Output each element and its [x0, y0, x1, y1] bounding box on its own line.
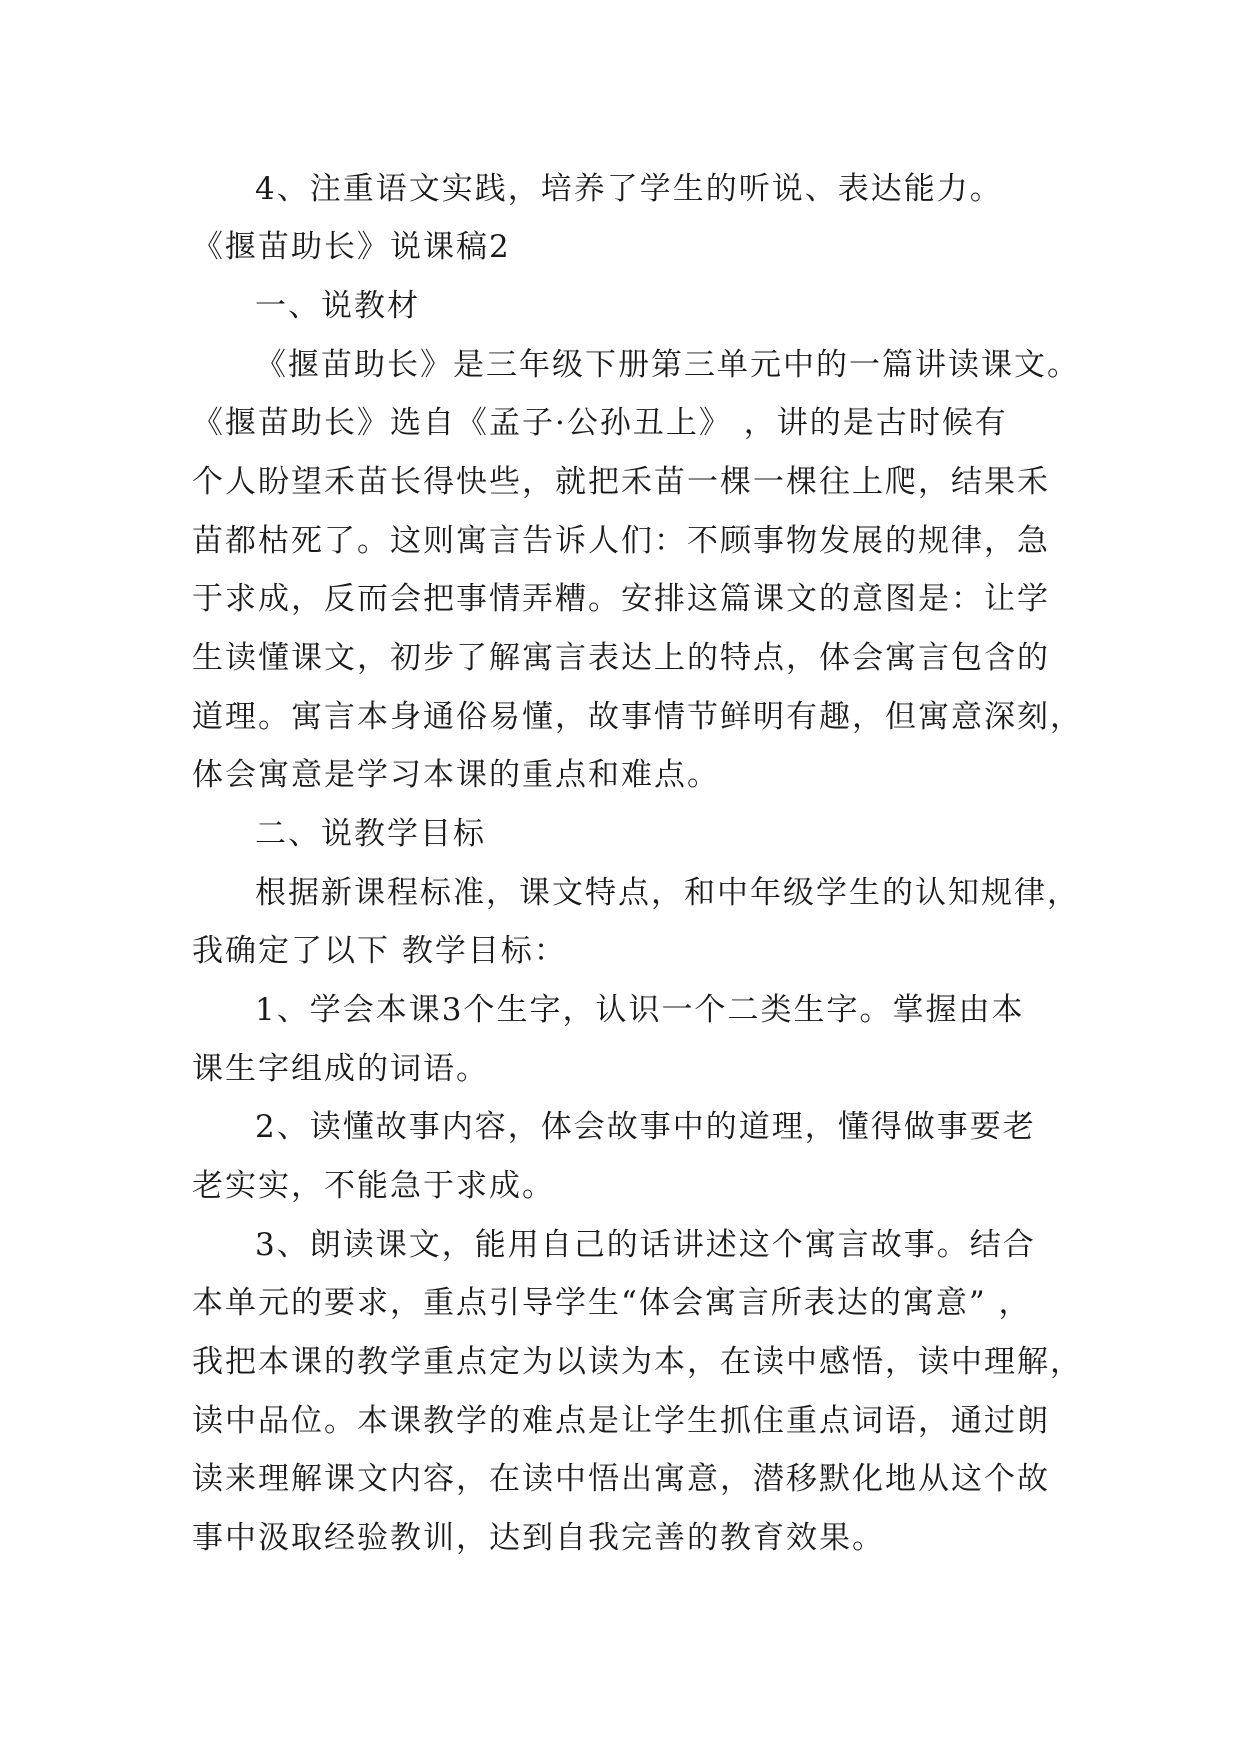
heading-1: 一、说教材: [255, 288, 420, 324]
paragraph-line: 事中汲取经验教训，达到自我完善的教育效果。: [192, 1520, 885, 1556]
paragraph-line: 生读懂课文，初步了解寓言表达上的特点，体会寓言包含的: [192, 640, 1050, 676]
paragraph-line: 读来理解课文内容，在读中悟出寓意，潜移默化地从这个故: [192, 1461, 1050, 1497]
heading-2: 二、说教学目标: [255, 816, 486, 852]
paragraph-line: 课生字组成的词语。: [192, 1051, 489, 1087]
paragraph-line: 本单元的要求，重点引导学生“体会寓言所表达的寓意” ，: [192, 1285, 1032, 1321]
list-item-1: 1、学会本课3个生字，认识一个二类生字。掌握由本: [255, 992, 1025, 1028]
paragraph-line: 体会寓意是学习本课的重点和难点。: [192, 757, 720, 793]
paragraph-line: 苗都枯死了。这则寓言告诉人们：不顾事物发展的规律，急: [192, 523, 1050, 559]
list-item-3: 3、朗读课文，能用自己的话讲述这个寓言故事。结合: [255, 1227, 1036, 1263]
list-item-4: 4、注重语文实践，培养了学生的听说、表达能力。: [255, 171, 1003, 207]
paragraph-line: 读中品位。本课教学的难点是让学生抓住重点词语，通过朗: [192, 1403, 1050, 1439]
paragraph-line: 老实实，不能急于求成。: [192, 1168, 555, 1204]
list-item-2: 2、读懂故事内容，体会故事中的道理，懂得做事要老: [255, 1109, 1036, 1145]
paragraph-line: 我把本课的教学重点定为以读为本，在读中感悟，读中理解，: [192, 1344, 1083, 1380]
section-title: 《揠苗助长》说课稿2: [192, 229, 511, 265]
paragraph-line: 道理。寓言本身通俗易懂，故事情节鲜明有趣，但寓意深刻，: [192, 699, 1083, 735]
paragraph-line: 于求成，反而会把事情弄糟。安排这篇课文的意图是：让学: [192, 581, 1050, 617]
paragraph-line: 根据新课程标准，课文特点，和中年级学生的认知规律，: [255, 875, 1080, 911]
paragraph-line: 《揠苗助长》是三年级下册第三单元中的一篇讲读课文。: [255, 347, 1080, 383]
paragraph-line: 《揠苗助长》选自《孟子·公孙丑上》 ，讲的是古时候有: [192, 405, 1008, 441]
paragraph-line: 个人盼望禾苗长得快些，就把禾苗一棵一棵往上爬，结果禾: [192, 464, 1050, 500]
paragraph-line: 我确定了以下 教学目标：: [192, 933, 567, 969]
